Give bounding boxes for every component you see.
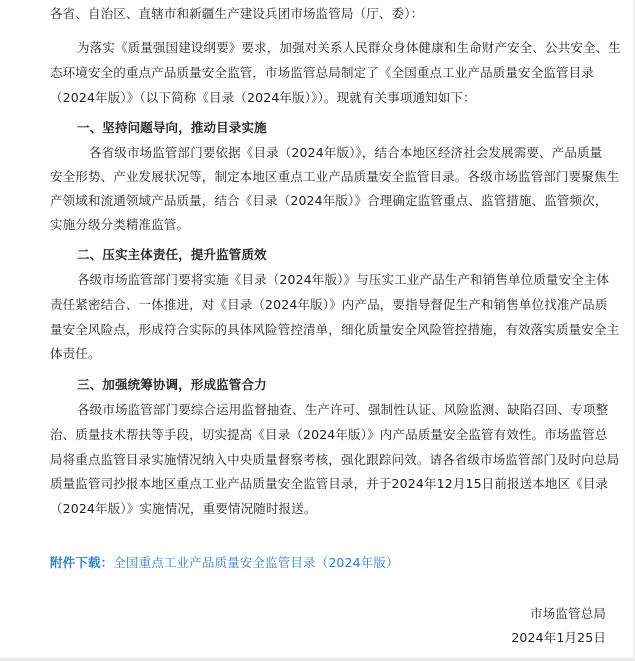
- signature-date: 2024年1月25日: [511, 630, 606, 645]
- section-3-line: 治、质量技术帮扶等手段，切实提高《目录（2024年版）》内产品质量安全监管有效性。市场监管总: [50, 427, 608, 442]
- signature-org: 市场监管总局: [530, 606, 606, 621]
- attachment-label: 附件下载：: [50, 555, 114, 570]
- salutation: 各省、自治区、直辖市和新疆生产建设兵团市场监管局（厅、委）：: [50, 6, 424, 21]
- section-1-line: 安全形势、产业发展状况等，制定本地区重点工业产品质量安全监管目录。各级市场监管部门要聚焦生: [50, 169, 620, 184]
- attachment-row: [50, 555, 399, 571]
- section-2-line: 量安全风险点，形成符合实际的具体风险管控清单，细化质量安全风险管控措施，有效落实质量安全主: [50, 322, 620, 337]
- section-heading-3: 三、加强统筹协调，形成监管合力: [77, 377, 267, 392]
- section-2-line: 各级市场监管部门要将实施《目录（2024年版）》与压实工业产品生产和销售单位质量安全主体: [77, 272, 610, 287]
- section-heading-1: 一、坚持问题导向，推动目录实施: [77, 120, 267, 135]
- section-1-line: 产领域和流通领域产品质量，结合《目录（2024年版）》合理确定监管重点、监管措施、监管频次，: [50, 193, 608, 208]
- section-3-line: （2024年版）》实施情况，重要情况随时报送。: [50, 501, 317, 516]
- section-2-line: 体责任。: [50, 346, 101, 361]
- section-2-line: 责任紧密结合、一体推进，对《目录（2024年版）》内产品，要指导督促生产和销售单位找准产品质: [50, 297, 608, 312]
- intro-line: （2024年版）》（以下简称《目录（2024年版）》）。现就有关事项通知如下：: [50, 90, 476, 105]
- section-3-line: 各级市场监管部门要综合运用监督抽查、生产许可、强制性认证、风险监测、缺陷召回、专项整: [77, 402, 609, 417]
- intro-line: 态环境安全的重点产品质量安全监管，市场监管总局制定了《全国重点工业产品质量安全监管目录: [50, 65, 594, 80]
- intro-line: 为落实《质量强国建设纲要》要求，加强对关系人民群众身体健康和生命财产安全、公共安全、生: [77, 40, 621, 55]
- section-3-line: 质量监管司抄报本地区重点工业产品质量安全监管目录，并于2024年12月15日前报送本地区《目录: [50, 476, 609, 491]
- section-heading-2: 二、压实主体责任，提升监管质效: [77, 247, 267, 262]
- section-1-line: 实施分级分类精准监管。: [50, 217, 190, 232]
- section-3-line: 局将重点监管目录实施情况纳入中央质量督察考核，强化跟踪问效。请各省级市场监管部门及时向总局: [50, 452, 620, 467]
- section-1-line: 各省级市场监管部门要依据《目录（2024年版）》，结合本地区经济社会发展需要、产品质量: [89, 145, 603, 160]
- attachment-download-link[interactable]: 全国重点工业产品质量安全监管目录（2024年版）: [113, 555, 399, 570]
